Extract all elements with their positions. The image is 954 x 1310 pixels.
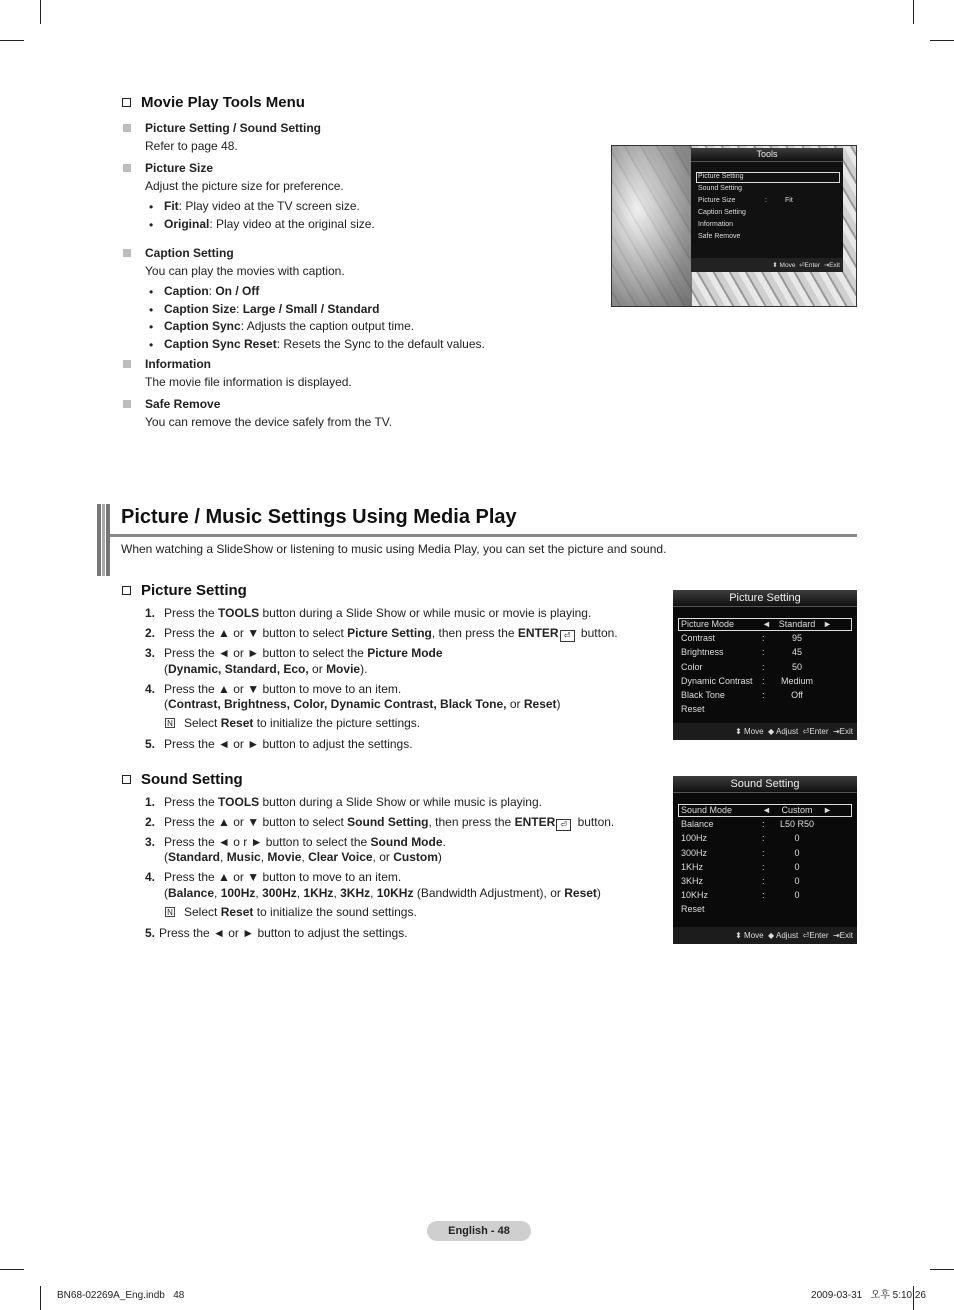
crop-mark <box>930 40 954 41</box>
item-title: Information <box>145 357 211 371</box>
menu-row-separator: : <box>762 690 765 700</box>
tools-picture-size-sep: : <box>765 197 767 204</box>
leftright-icon: ◆ <box>768 931 775 940</box>
enter-icon: ⏎ <box>802 931 810 940</box>
crop-mark <box>40 0 41 24</box>
step-number: 2. <box>145 815 156 829</box>
page-number-pill: English - 48 <box>427 1221 531 1241</box>
menu-row-separator: ◄ <box>762 805 771 815</box>
bullet-icon: • <box>149 303 154 317</box>
bullet-icon: • <box>149 320 154 334</box>
leaf-pattern <box>612 146 692 307</box>
crop-mark <box>0 40 24 41</box>
bullet-text: Caption Sync: Adjusts the caption output time. <box>164 319 415 333</box>
enter-icon: ⏎ <box>799 262 805 269</box>
section-intro: When watching a SlideShow or listening to music using Media Play, you can set the picture and sound. <box>121 542 667 556</box>
item-desc: The movie file information is displayed. <box>145 375 352 389</box>
updown-icon: ⬍ <box>772 262 778 269</box>
menu-row-label[interactable]: 100Hz <box>681 833 708 844</box>
tools-footer: ⬍ Move ⏎Enter ⇥Exit <box>772 262 840 269</box>
menu-row-separator: : <box>762 890 765 901</box>
sound-menu-title: Sound Setting <box>673 776 857 793</box>
menu-row-label[interactable]: 300Hz <box>681 847 708 858</box>
item-title: Caption Setting <box>145 246 234 260</box>
note-icon: N <box>165 718 175 728</box>
item-desc: Refer to page 48. <box>145 139 238 153</box>
menu-row-value: 0 <box>794 876 800 886</box>
tools-item-safe-remove[interactable]: Safe Remove <box>698 233 741 240</box>
step-number: 3. <box>145 835 156 849</box>
picture-menu-footer: ⬍ Move ◆ Adjust ⏎Enter ⇥Exit <box>735 727 853 736</box>
menu-row-separator: : <box>762 661 765 672</box>
menu-row-label[interactable]: Sound Mode <box>681 805 733 815</box>
section-bar <box>102 504 105 576</box>
item-title: Picture Size <box>145 161 214 175</box>
step-number: 5. <box>145 926 156 940</box>
item-title: Safe Remove <box>145 397 221 411</box>
step-number: 5. <box>145 737 156 751</box>
tools-item-caption-setting[interactable]: Caption Setting <box>698 209 746 216</box>
menu-row-value: L50 R50 <box>779 819 815 830</box>
square-bullet-icon <box>123 360 131 368</box>
bullet-icon: • <box>149 200 154 214</box>
item-title: Picture Setting / Sound Setting <box>145 121 322 135</box>
tools-item-picture-setting[interactable]: Picture Setting <box>698 173 744 180</box>
menu-row-value: 0 <box>794 890 800 901</box>
menu-row-label[interactable]: 3KHz <box>681 876 704 886</box>
tools-item-information[interactable]: Information <box>698 221 734 228</box>
menu-row-value: 45 <box>791 647 802 658</box>
menu-row-value: Medium <box>780 675 813 686</box>
crop-mark <box>913 0 914 24</box>
section-bar <box>97 504 101 576</box>
bullet-icon: • <box>149 338 154 352</box>
menu-row-label[interactable]: Picture Mode <box>681 619 735 629</box>
sound-setting-heading: Sound Setting <box>122 771 243 788</box>
tools-screenshot <box>611 145 857 307</box>
tools-item-picture-size[interactable]: Picture Size <box>698 197 736 204</box>
note-icon: N <box>165 907 175 917</box>
step-number: 1. <box>145 606 156 620</box>
checkbox-bullet-icon <box>122 775 131 784</box>
square-bullet-icon <box>123 124 131 132</box>
bullet-text: Fit: Play video at the TV screen size. <box>164 199 360 213</box>
menu-row-label[interactable]: Dynamic Contrast <box>681 675 753 686</box>
step-text: Press the ▲ or ▼ button to move to an item. <box>164 682 402 696</box>
step-text: Press the TOOLS button during a Slide Show or while music or movie is playing. <box>164 606 592 620</box>
step-number: 1. <box>145 795 156 809</box>
menu-row-separator: : <box>762 675 765 686</box>
step-text: Press the ▲ or ▼ button to select Sound Setting, then press the ENTER ⏎ button. <box>164 815 615 829</box>
step-text-line2: (Balance, 100Hz, 300Hz, 1KHz, 3KHz, 10KHz (Bandwidth Adjustment), or Reset) <box>164 886 601 900</box>
step-text-line2: (Standard, Music, Movie, Clear Voice, or Custom) <box>164 850 442 864</box>
updown-icon: ⬍ <box>735 727 742 736</box>
section-title: Picture / Music Settings Using Media Play <box>121 506 517 528</box>
picture-setting-heading: Picture Setting <box>122 582 247 599</box>
step-number: 4. <box>145 870 156 884</box>
menu-row-separator: : <box>762 876 765 886</box>
menu-row-separator: : <box>762 647 765 658</box>
menu-row-value: 95 <box>791 633 802 644</box>
checkbox-bullet-icon <box>122 586 131 595</box>
menu-row-value: 0 <box>794 847 800 858</box>
menu-row-value: 0 <box>794 861 800 872</box>
bullet-text: Caption Sync Reset: Resets the Sync to the default values. <box>164 337 485 351</box>
print-datetime: 2009-03-31 오후 5:10:26 <box>811 1290 926 1301</box>
crop-mark <box>0 1269 24 1270</box>
menu-row-value: 0 <box>794 833 800 844</box>
enter-icon: ⏎ <box>802 727 810 736</box>
menu-row-label[interactable]: 10KHz <box>681 890 709 901</box>
crop-mark <box>40 1286 41 1310</box>
step-text: Press the ◄ or ► button to adjust the settings. <box>159 926 408 940</box>
bullet-icon: • <box>149 218 154 232</box>
menu-row-separator: : <box>762 847 765 858</box>
movie-tools-heading-text: Movie Play Tools Menu <box>141 94 305 111</box>
tools-item-sound-setting[interactable]: Sound Setting <box>698 185 742 192</box>
file-name: BN68-02269A_Eng.indb 48 <box>57 1290 185 1301</box>
enter-icon: ⏎ <box>560 630 575 642</box>
leftright-icon: ◆ <box>768 727 775 736</box>
step-number: 3. <box>145 646 156 660</box>
menu-row-separator: ◄ <box>762 619 771 629</box>
updown-icon: ⬍ <box>735 931 742 940</box>
note-text: Select Reset to initialize the picture settings. <box>184 716 421 730</box>
bullet-text: Caption Size: Large / Small / Standard <box>164 302 380 316</box>
step-number: 4. <box>145 682 156 696</box>
section-bar <box>106 504 110 576</box>
note-text: Select Reset to initialize the sound settings. <box>184 905 417 919</box>
square-bullet-icon <box>123 400 131 408</box>
menu-row-separator: : <box>762 633 765 644</box>
square-bullet-icon <box>123 249 131 257</box>
bullet-text: Caption: On / Off <box>164 284 260 298</box>
menu-row-separator: : <box>762 819 765 830</box>
movie-tools-heading <box>122 94 305 111</box>
step-text-line2: (Dynamic, Standard, Eco, or Movie). <box>164 662 368 676</box>
menu-row-arrow: ► <box>823 805 832 815</box>
step-text-line2: (Contrast, Brightness, Color, Dynamic Contrast, Black Tone, or Reset) <box>164 697 561 711</box>
item-desc: You can play the movies with caption. <box>145 264 345 278</box>
menu-row-label[interactable]: Contrast <box>681 633 716 644</box>
tools-picture-size-value: Fit <box>785 197 793 204</box>
step-text: Press the ◄ or ► button to adjust the settings. <box>164 737 413 751</box>
bullet-text: Original: Play video at the original size. <box>164 217 375 231</box>
picture-menu-title: Picture Setting <box>673 590 857 607</box>
menu-row-value: Custom <box>781 805 813 815</box>
step-text: Press the ◄ or ► button to select the Picture Mode <box>164 646 443 660</box>
picture-setting-menu <box>673 590 857 740</box>
step-text: Press the ◄ o r ► button to select the Sound Mode. <box>164 835 446 849</box>
item-desc: You can remove the device safely from the TV. <box>145 415 393 429</box>
menu-row-label[interactable]: Balance <box>681 819 714 830</box>
checkbox-bullet-icon <box>122 98 131 107</box>
sound-setting-menu <box>673 776 857 944</box>
menu-row-label[interactable]: Color <box>681 661 703 672</box>
tools-menu <box>691 148 843 272</box>
exit-icon: ⇥ <box>823 262 830 269</box>
menu-row-separator: : <box>762 861 765 872</box>
step-text: Press the TOOLS button during a Slide Show or while music is playing. <box>164 795 542 809</box>
square-bullet-icon <box>123 164 131 172</box>
menu-row-value: Off <box>791 690 803 700</box>
crop-mark <box>930 1269 954 1270</box>
menu-row-label[interactable]: 1KHz <box>681 861 704 872</box>
sound-menu-footer: ⬍ Move ◆ Adjust ⏎Enter ⇥Exit <box>735 931 853 940</box>
menu-row-value: 50 <box>791 661 802 672</box>
enter-icon: ⏎ <box>556 819 571 831</box>
step-text: Press the ▲ or ▼ button to select Picture Setting, then press the ENTER ⏎ button. <box>164 626 618 640</box>
tools-menu-title: Tools <box>691 148 843 162</box>
item-desc: Adjust the picture size for preference. <box>145 179 344 193</box>
menu-row-label[interactable]: Brightness <box>681 647 724 658</box>
menu-row-label[interactable]: Black Tone <box>681 690 725 700</box>
exit-icon: ⇥ <box>832 727 840 736</box>
bullet-icon: • <box>149 285 154 299</box>
section-rule <box>110 534 857 537</box>
menu-row-separator: : <box>762 833 765 844</box>
exit-icon: ⇥ <box>832 931 840 940</box>
menu-row-label[interactable]: Reset <box>681 704 705 715</box>
step-text: Press the ▲ or ▼ button to move to an item. <box>164 870 402 884</box>
menu-row-value: Standard <box>778 619 816 629</box>
step-number: 2. <box>145 626 156 640</box>
menu-row-arrow: ► <box>823 619 832 629</box>
menu-row-label[interactable]: Reset <box>681 904 705 915</box>
